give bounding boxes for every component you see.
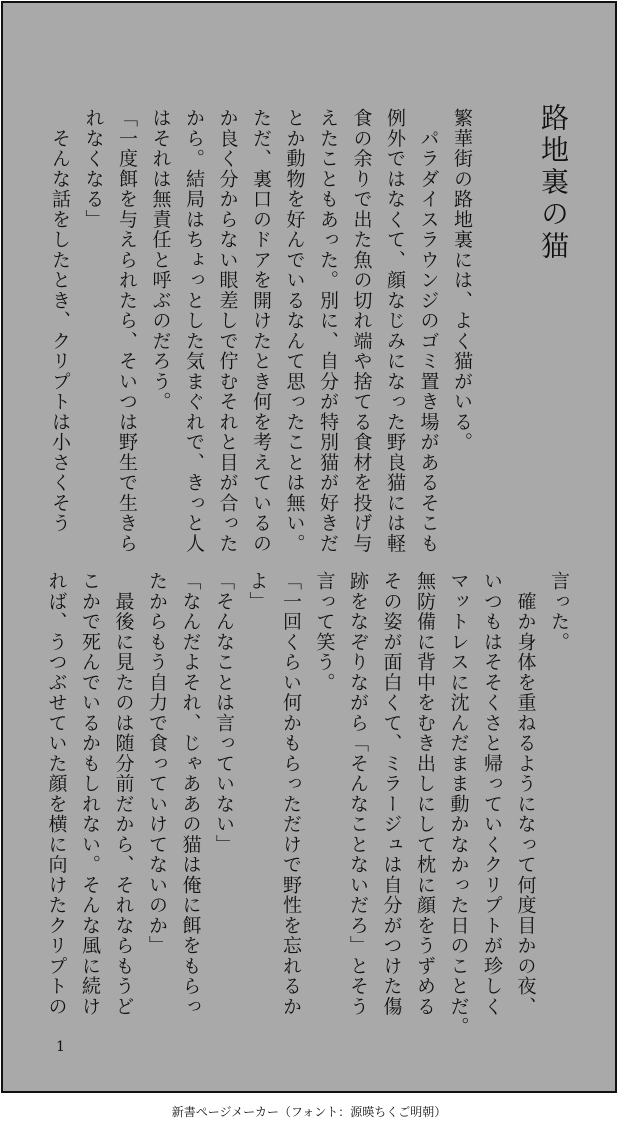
text-line: 繁華街の路地裏には、よく猫がいる。 — [451, 108, 473, 453]
text-line: 跡をなぞりながら「そんなことないだろ」とそう — [347, 571, 369, 1017]
text-line: 「一度餌を与えられたら、そいつは野生で生きら — [116, 108, 138, 554]
text-line: 言って笑う。 — [313, 571, 336, 693]
text-line: 言った。 — [548, 571, 570, 652]
text-line: とか動物を好んでいるなんて思ったことは無い。 — [283, 108, 306, 554]
text-line: えたこともあった。別に、自分が特別猫が好きだ — [317, 108, 339, 554]
text-line: そんな話をしたとき、クリプトは小さくそう — [49, 108, 71, 534]
text-line: 食の余りで出た魚の切れ端や捨てる食材を投げ与 — [350, 108, 373, 554]
text-block-upper — [43, 108, 478, 554]
page-number: 1 — [56, 1039, 65, 1055]
text-block-lower — [43, 571, 575, 1037]
text-line: たからもう自力で食っていけてないのか」 — [146, 571, 168, 956]
text-line: ただ、裏口のドアを開けたとき何を考えているの — [250, 108, 272, 554]
text-line: こかで死んでいるかもしれない。そんな風に続け — [79, 571, 101, 1017]
text-line: 確か身体を重ねるようになって何度目かの夜、 — [514, 571, 537, 1017]
text-line: 「なんだよそれ、じゃああの猫は俺に餌をもらっ — [179, 571, 202, 1017]
text-line: 「そんなことは言っていない」 — [213, 571, 235, 855]
page-title: 路地裏の猫 — [537, 103, 570, 263]
text-line: いつもはそそくさと帰っていくクリプトが珍しく — [481, 571, 503, 1017]
book-page — [1, 1, 617, 1093]
text-line: 例外ではなくて、顔なじみになった野良猫には軽 — [384, 108, 406, 554]
text-line: か良く分からない眼差しで佇むそれと目が合った — [216, 108, 239, 554]
text-line: パラダイスラウンジのゴミ置き場があるそこも — [417, 108, 440, 554]
text-line: れば、うつぶせていた顔を横に向けたクリプトの — [45, 571, 68, 1017]
text-line: よ」 — [246, 571, 269, 612]
text-line: その姿が面白くて、ミラージュは自分がつけた傷 — [380, 571, 403, 1017]
text-line: 無防備に背中をむき出しにして枕に顔をうずめる — [414, 571, 436, 1017]
footer-credit: 新書ページメーカー（フォント：源暎ちくご明朝） — [171, 1105, 447, 1119]
text-line: はそれは無責任と呼ぶのだろう。 — [149, 108, 172, 412]
text-line: 最後に見たのは随分前だから、それならもうど — [112, 571, 135, 1017]
text-line: 「一回くらい何かもらっただけで野性を忘れるか — [280, 571, 302, 1017]
text-line: から。結局はちょっとした気まぐれで、きっと人 — [183, 108, 205, 554]
text-line: マットレスに沈んだまま動かなかった日のことだ。 — [447, 571, 470, 1037]
text-line: れなくなる」 — [82, 108, 105, 230]
